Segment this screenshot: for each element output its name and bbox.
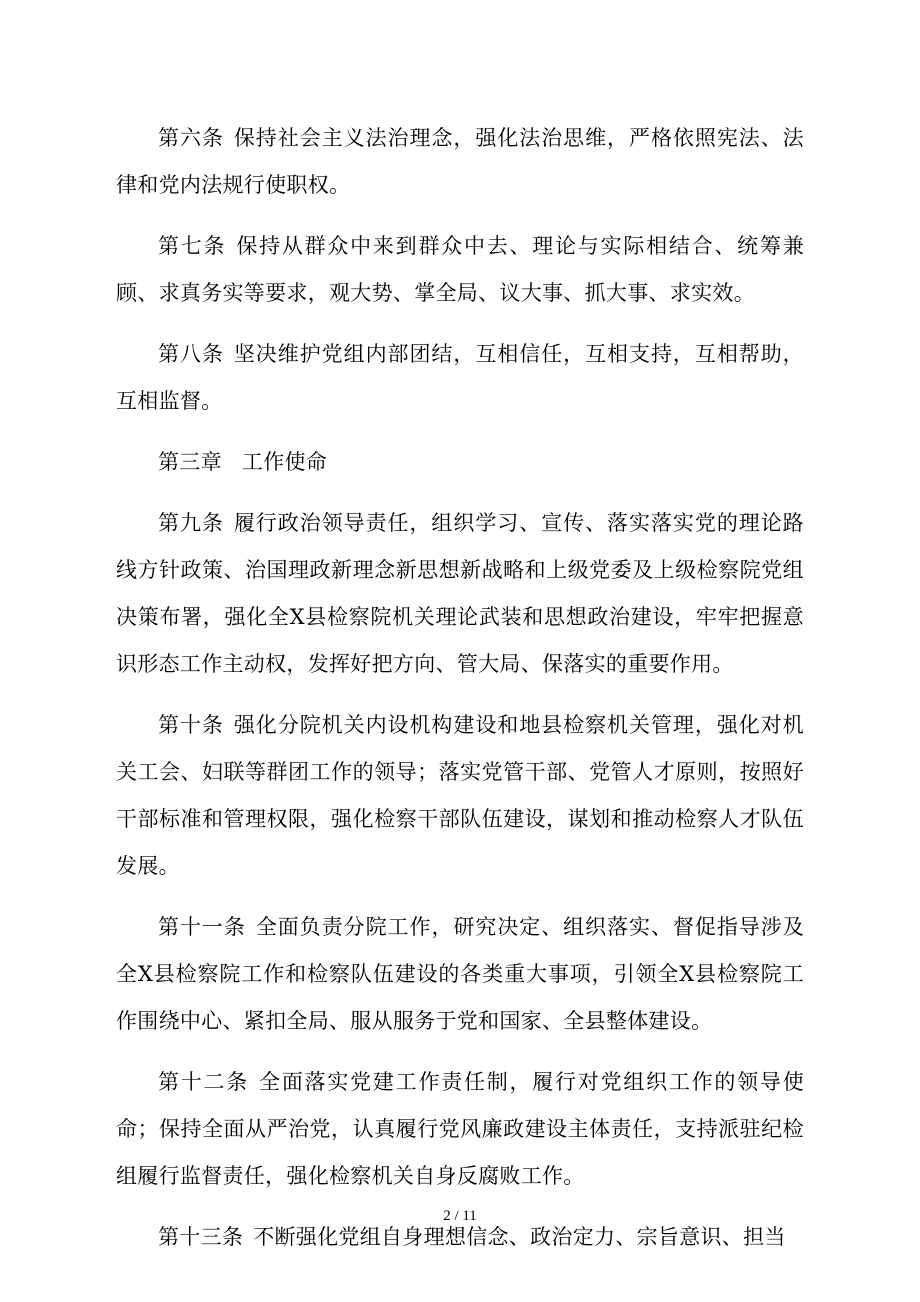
article-text: 保持社会主义法治理念，强化法治思维，严格依照宪法、法律和党内法规行使职权。 bbox=[116, 126, 804, 197]
page-number: 2 / 11 bbox=[443, 1208, 477, 1224]
article-10 bbox=[116, 702, 804, 890]
article-heading: 第六条 bbox=[158, 126, 224, 150]
article-text: 全面负责分院工作，研究决定、组织落实、督促指导涉及全X县检察院工作和检察队伍建设的各类重大事项，引领全X县检察院工作围绕中心、紧扣全局、服从服务于党和国家、全县整体建设。 bbox=[116, 915, 805, 1033]
chapter-number: 第三章 bbox=[158, 450, 222, 474]
chapter-title: 工作使命 bbox=[241, 450, 328, 474]
article-heading: 第十条 bbox=[158, 713, 224, 737]
article-heading: 第十一条 bbox=[158, 915, 246, 939]
article-text: 保持从群众中来到群众中去、理论与实际相结合、统筹兼顾、求真务实等要求，观大势、掌全局、议大事、抓大事、求实效。 bbox=[116, 234, 805, 305]
article-12 bbox=[116, 1059, 804, 1200]
article-text: 履行政治领导责任，组织学习、宣传、落实落实党的理论路线方针政策、治国理政新理念新思想新战略和上级党委及上级检察院党组决策布署，强化全X县检察院机关理论武装和思想政治建设，牢牢把握意识形态工作主动权，发挥好把方向、管大局、保落实的重要作用。 bbox=[116, 511, 804, 676]
article-8 bbox=[116, 331, 804, 425]
article-heading: 第十二条 bbox=[158, 1070, 250, 1094]
chapter-3-heading bbox=[116, 439, 804, 486]
article-11 bbox=[116, 904, 804, 1045]
article-7 bbox=[116, 223, 804, 317]
article-9 bbox=[116, 500, 804, 688]
article-text: 强化分院机关内设机构建设和地县检察机关管理，强化对机关工会、妇联等群团工作的领导；落实党管干部、党管人才原则，按照好干部标准和管理权限，强化检察干部队伍建设，谋划和推动检察人才队伍发展。 bbox=[116, 713, 804, 878]
article-heading: 第十三条 bbox=[158, 1225, 244, 1249]
article-text: 全面落实党建工作责任制，履行对党组织工作的领导使命；保持全面从严治党，认真履行党风廉政建设主体责任，支持派驻纪检组履行监督责任，强化检察机关自身反腐败工作。 bbox=[116, 1070, 805, 1188]
article-heading: 第八条 bbox=[158, 342, 224, 366]
article-text: 不断强化党组自身理想信念、政治定力、宗旨意识、担当 bbox=[253, 1225, 786, 1249]
document-body bbox=[116, 115, 804, 1275]
article-heading: 第九条 bbox=[158, 511, 224, 535]
article-heading: 第七条 bbox=[158, 234, 227, 258]
article-6 bbox=[116, 115, 804, 209]
article-text: 坚决维护党组内部团结，互相信任，互相支持，互相帮助，互相监督。 bbox=[116, 342, 804, 413]
